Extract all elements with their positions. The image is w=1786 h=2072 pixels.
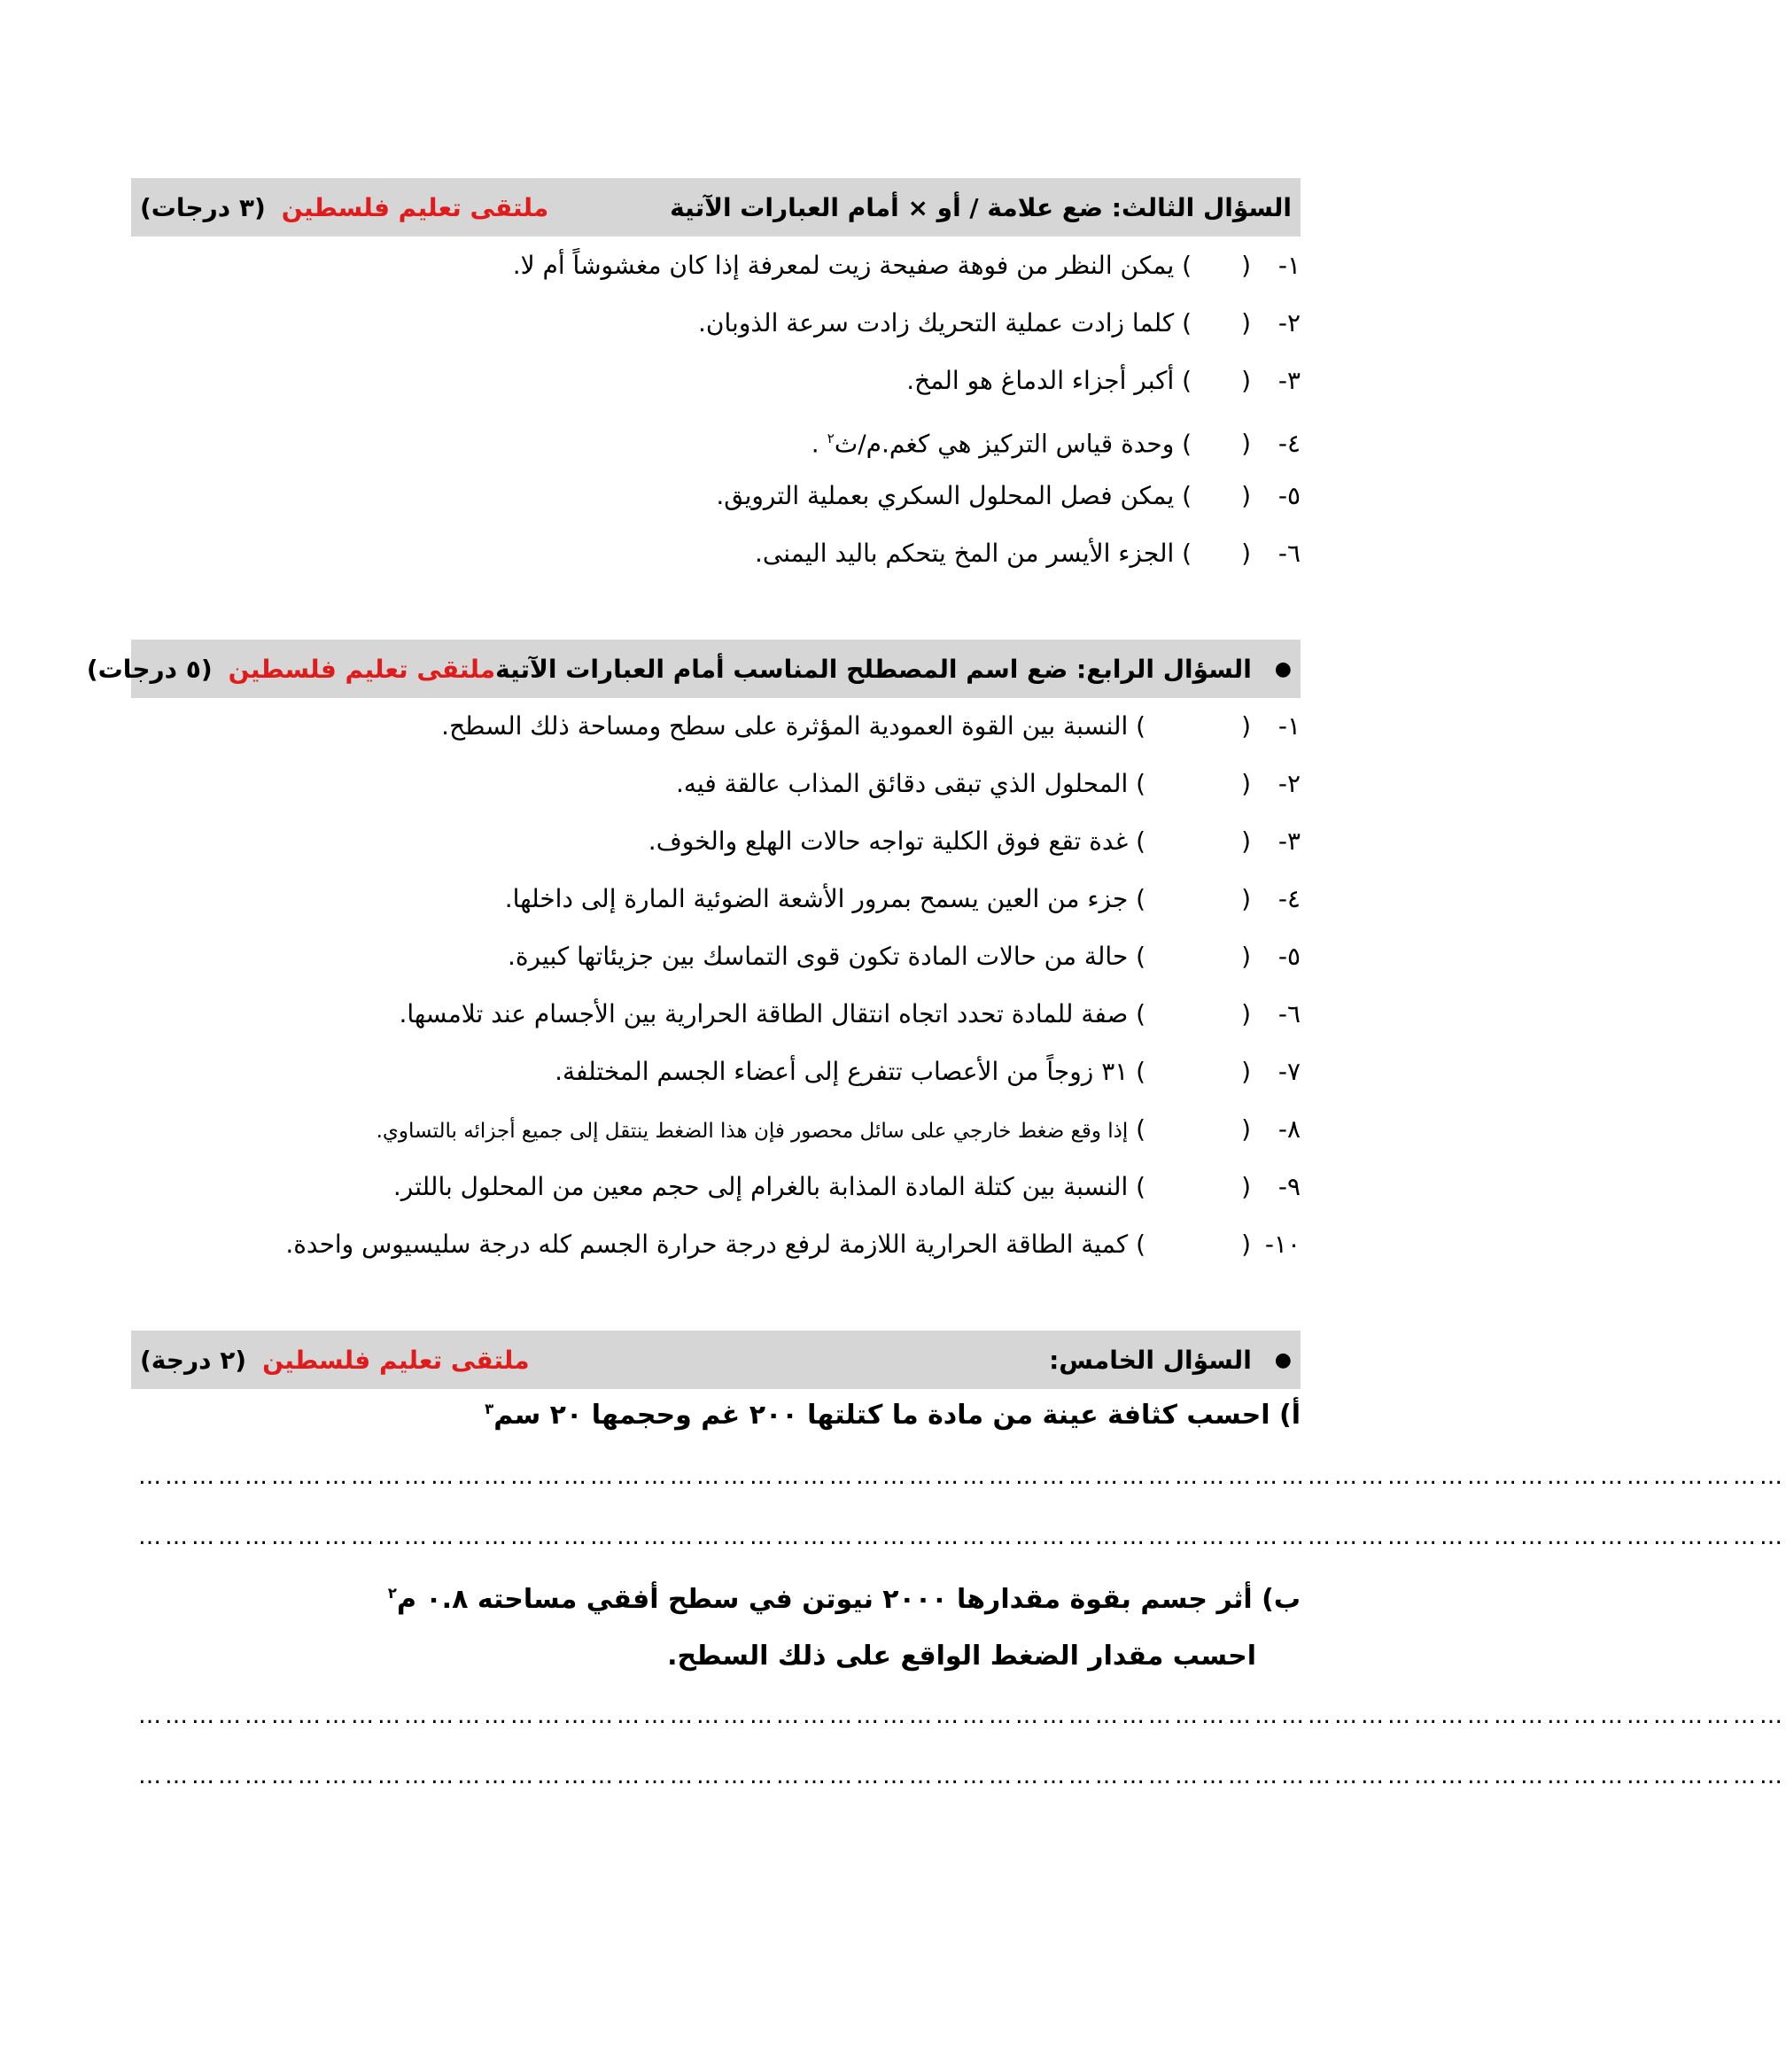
q3-item-2 xyxy=(698,306,1301,341)
q5-title: السؤال الخامس: xyxy=(1049,1345,1252,1375)
closing-paren: ) xyxy=(1174,429,1200,459)
q4-item-2 xyxy=(676,766,1301,802)
item-number: ٥- xyxy=(1277,481,1301,510)
answer-blank[interactable]: ( xyxy=(1241,429,1251,459)
q3-site-name: ملتقى تعليم فلسطين xyxy=(281,192,549,222)
bullet-icon: ● xyxy=(1274,657,1292,680)
item-number: ٢- xyxy=(1277,308,1301,338)
item-text: وحدة قياس التركيز هي كغم.م/ث xyxy=(834,429,1175,459)
item-number: ٦- xyxy=(1277,539,1301,568)
closing-paren: ) xyxy=(1174,251,1200,280)
closing-paren: ) xyxy=(1128,711,1153,741)
item-number: ٧- xyxy=(1277,1057,1301,1086)
item-text: المحلول الذي تبقى دقائق المذاب عالقة فيه. xyxy=(675,769,1129,798)
answer-blank[interactable]: ( xyxy=(1241,1172,1251,1201)
q3-item-1 xyxy=(513,248,1301,283)
q3-item-6 xyxy=(755,536,1301,571)
superscript: ٢ xyxy=(387,1585,397,1602)
q4-grade: (٥ درجات) xyxy=(86,654,213,684)
q3-grade: (٣ درجات) xyxy=(140,192,266,222)
item-number: ١- xyxy=(1277,711,1301,741)
q3-item-3 xyxy=(906,363,1301,399)
superscript: ٢ xyxy=(827,431,835,446)
q4-item-10 xyxy=(285,1227,1301,1262)
item-text: إذا وقع ضغط خارجي على سائل محصور فإن هذا الضغط ينتقل إلى جميع أجزائه بالتساوي. xyxy=(376,1120,1129,1143)
item-number: ١- xyxy=(1277,251,1301,280)
item-text: النسبة بين القوة العمودية المؤثرة على سطح ومساحة ذلك السطح. xyxy=(441,711,1129,741)
answer-blank[interactable]: ( xyxy=(1241,251,1251,280)
item-number: ٨- xyxy=(1277,1114,1301,1144)
q4-title: السؤال الرابع: ضع اسم المصطلح المناسب أمام العبارات الآتية xyxy=(495,654,1252,684)
item-text: يمكن النظر من فوهة صفيحة زيت لمعرفة إذا كان مغشوشاً أم لا. xyxy=(512,251,1175,280)
item-text: أكبر أجزاء الدماغ هو المخ. xyxy=(906,366,1175,395)
closing-paren: ) xyxy=(1128,769,1153,798)
closing-paren: ) xyxy=(1174,539,1200,568)
q5-grade: (٢ درجة) xyxy=(140,1345,247,1375)
q4-item-6 xyxy=(399,997,1301,1032)
q4-item-4 xyxy=(505,881,1301,917)
answer-blank[interactable]: ( xyxy=(1241,999,1251,1028)
q3-item-5 xyxy=(716,478,1301,514)
closing-paren: ) xyxy=(1128,884,1153,913)
closing-paren: ) xyxy=(1128,826,1153,856)
item-text: غدة تقع فوق الكلية تواجه حالات الهلع والخوف. xyxy=(648,826,1129,856)
item-text: كمية الطاقة الحرارية اللازمة لرفع درجة حرارة الجسم كله درجة سليسيوس واحدة. xyxy=(285,1230,1129,1259)
item-number: ٣- xyxy=(1277,826,1301,856)
closing-paren: ) xyxy=(1174,308,1200,338)
q5-header xyxy=(131,1331,1301,1389)
q5-part-b xyxy=(388,1584,1301,1615)
answer-line[interactable]: …………………………………………………………………………………………………………………………………………………………………… xyxy=(138,1763,1786,1789)
q4-item-9 xyxy=(393,1169,1301,1205)
q4-item-5 xyxy=(508,939,1301,974)
closing-paren: ) xyxy=(1128,942,1153,971)
q3-meta xyxy=(140,193,548,222)
closing-paren: ) xyxy=(1128,999,1153,1028)
item-text: صفة للمادة تحدد اتجاه انتقال الطاقة الحرارية بين الأجسام عند تلامسها. xyxy=(399,999,1129,1028)
bullet-icon: ● xyxy=(1274,1348,1292,1371)
answer-blank[interactable]: ( xyxy=(1241,1114,1251,1144)
q4-meta xyxy=(87,655,495,684)
item-text: جزء من العين يسمح بمرور الأشعة الضوئية المارة إلى داخلها. xyxy=(504,884,1129,913)
q5-site-name: ملتقى تعليم فلسطين xyxy=(262,1345,530,1375)
item-text: الجزء الأيسر من المخ يتحكم باليد اليمنى. xyxy=(754,539,1175,568)
superscript: ٣ xyxy=(485,1401,494,1417)
item-number: ٥- xyxy=(1277,942,1301,971)
item-tail: . xyxy=(811,429,827,459)
closing-paren: ) xyxy=(1174,481,1200,510)
item-text: يمكن فصل المحلول السكري بعملية الترويق. xyxy=(716,481,1175,510)
closing-paren: ) xyxy=(1174,366,1200,395)
answer-blank[interactable]: ( xyxy=(1241,942,1251,971)
item-text: ٣١ زوجاً من الأعصاب تتفرع إلى أعضاء الجسم المختلفة. xyxy=(555,1057,1129,1086)
closing-paren: ) xyxy=(1128,1172,1153,1201)
q4-item-7 xyxy=(555,1054,1301,1090)
answer-blank[interactable]: ( xyxy=(1241,1057,1251,1086)
item-text: النسبة بين كتلة المادة المذابة بالغرام إلى حجم معين من المحلول باللتر. xyxy=(392,1172,1129,1201)
q4-title-group xyxy=(495,655,1292,684)
answer-blank[interactable]: ( xyxy=(1241,1230,1251,1259)
closing-paren: ) xyxy=(1128,1114,1153,1144)
item-number: ١٠- xyxy=(1264,1230,1301,1259)
answer-blank[interactable]: ( xyxy=(1241,769,1251,798)
item-text: حالة من حالات المادة تكون قوى التماسك بين جزيئاتها كبيرة. xyxy=(507,942,1129,971)
item-number: ٩- xyxy=(1277,1172,1301,1201)
q3-header xyxy=(131,178,1301,237)
q5-part-a xyxy=(485,1400,1301,1431)
answer-blank[interactable]: ( xyxy=(1241,539,1251,568)
part-a-text: أ) احسب كثافة عينة من مادة ما كتلتها ٢٠٠ غم وحجمها ٢٠ سم xyxy=(493,1400,1301,1431)
q4-header xyxy=(86,640,1301,698)
q4-item-3 xyxy=(648,824,1301,859)
part-b-text: ب) أثر جسم بقوة مقدارها ٢٠٠٠ نيوتن في سطح أفقي مساحته ٠.٨ م xyxy=(396,1584,1301,1615)
answer-blank[interactable]: ( xyxy=(1241,308,1251,338)
closing-paren: ) xyxy=(1128,1230,1153,1259)
q5-title-group xyxy=(1049,1346,1292,1375)
q3-item-4 xyxy=(811,421,1301,462)
item-number: ٤- xyxy=(1277,884,1301,913)
q5-meta xyxy=(140,1346,530,1375)
closing-paren: ) xyxy=(1128,1057,1153,1086)
q5-part-b-line2: احسب مقدار الضغط الواقع على ذلك السطح. xyxy=(667,1641,1256,1672)
q4-site-name: ملتقى تعليم فلسطين xyxy=(228,654,496,684)
answer-blank[interactable]: ( xyxy=(1241,366,1251,395)
answer-line[interactable]: …………………………………………………………………………………………………………………………………………………………………… xyxy=(138,1463,1786,1490)
q3-title: السؤال الثالث: ضع علامة / أو × أمام العبارات الآتية xyxy=(670,192,1292,222)
answer-blank[interactable]: ( xyxy=(1241,826,1251,856)
q4-item-8 xyxy=(377,1112,1301,1149)
answer-blank[interactable]: ( xyxy=(1241,884,1251,913)
answer-blank[interactable]: ( xyxy=(1241,481,1251,510)
item-number: ٤- xyxy=(1277,429,1301,459)
answer-line[interactable]: …………………………………………………………………………………………………………………………………………………………………… xyxy=(138,1703,1786,1729)
answer-blank[interactable]: ( xyxy=(1241,711,1251,741)
q4-item-1 xyxy=(441,709,1301,744)
item-text: كلما زادت عملية التحريك زادت سرعة الذوبان. xyxy=(698,308,1175,338)
item-number: ٣- xyxy=(1277,366,1301,395)
item-number: ٢- xyxy=(1277,769,1301,798)
answer-line[interactable]: …………………………………………………………………………………………………………………………………………………………………… xyxy=(138,1524,1786,1550)
item-number: ٦- xyxy=(1277,999,1301,1028)
